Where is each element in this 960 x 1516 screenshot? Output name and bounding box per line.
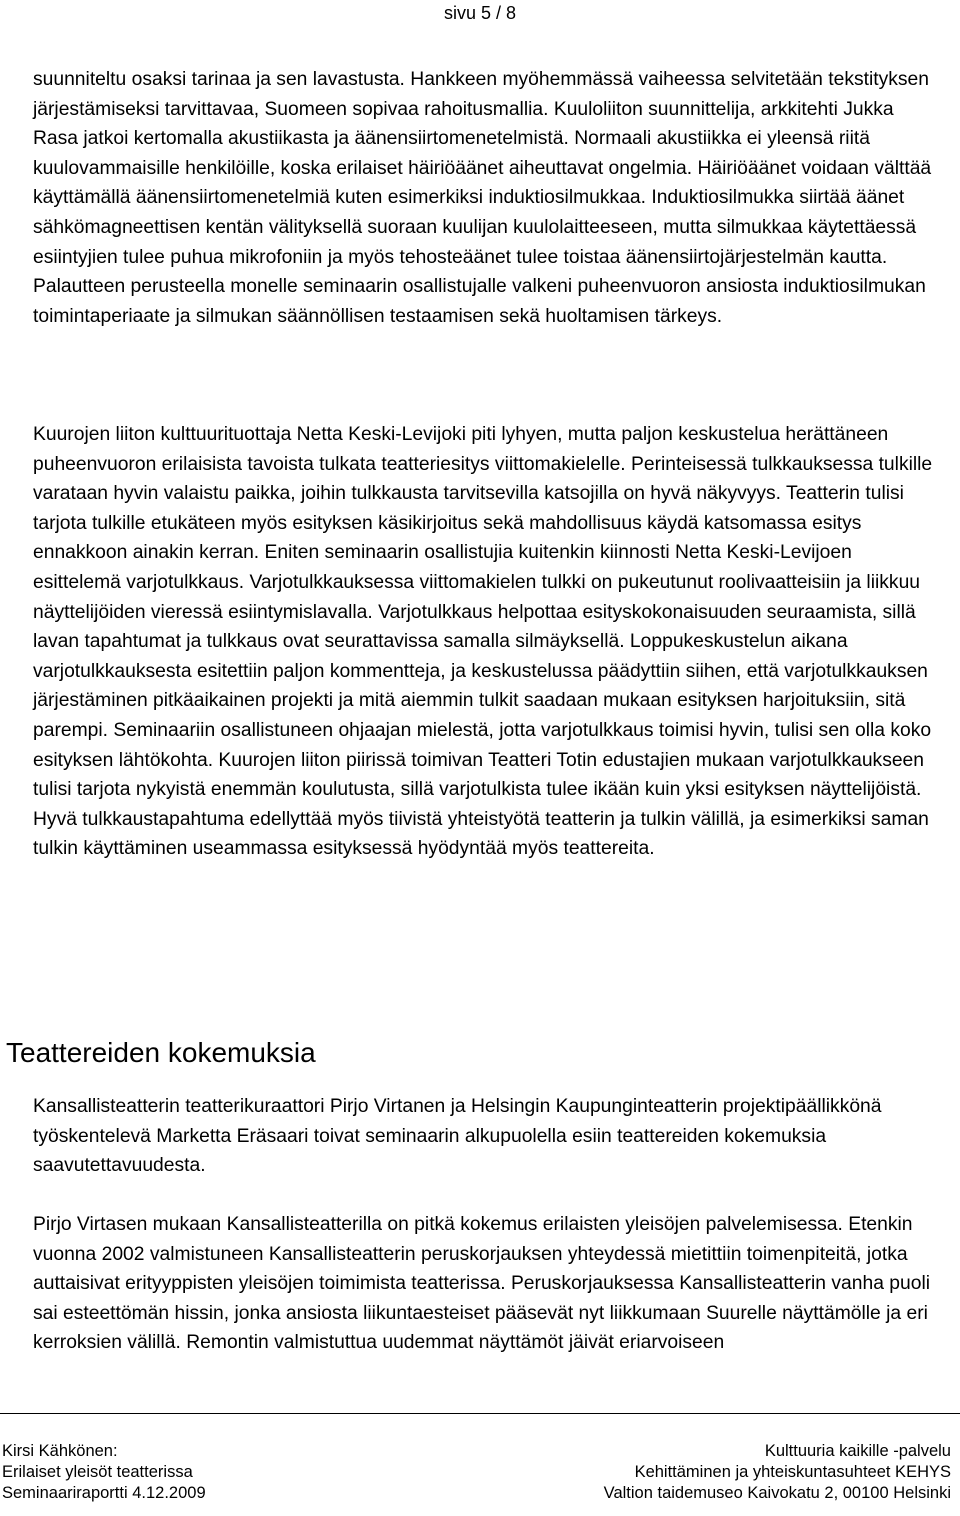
footer-unit: Kehittäminen ja yhteiskuntasuhteet KEHYS: [634, 1463, 951, 1481]
footer-address: Valtion taidemuseo Kaivokatu 2, 00100 Helsinki: [603, 1484, 951, 1502]
page-number: sivu 5 / 8: [443, 3, 516, 23]
paragraph-national-theatre: Pirjo Virtasen mukaan Kansallisteatterilla on pitkä kokemus erilaisten yleisöjen palvelemisessa. Etenkin vuonna 2002 valmistuneen Kansallisteatterin peruskorjauksen yhteydessä mietittiin toimenpiteitä, jotka auttaisivat erityyppisten yleisöjen toimimista teatterissa. Peruskorjauksessa Kansallisteatterin vanha puoli sai esteettömän hissin, jonka ansiosta liikuntaesteiset pääsevät nyt liikkumaan Suurelle näyttämölle ja eri kerroksien välillä. Remontin valmistuttua uudemmat näyttämöt jäivät eriarvoiseen: [33, 1214, 931, 1354]
footer-author: Kirsi Kähkönen:: [2, 1442, 118, 1460]
paragraph-sign-language: Kuurojen liiton kulttuurituottaja Netta Keski-Levijoki piti lyhyen, mutta paljon keskustelua herättäneen puheenvuoron erilaisista tavoista tulkata teatteriesitys viittomakielelle. Perinteisessä tulkkauksessa tulkille varataan hyvin valaistu paikka, joihin tulkkausta tarvitsevilla katsojilla on hyvä näkyvyys. Teatterin tulisi tarjota tulkille etukäteen myös esityksen käsikirjoitus sekä mahdollisuus käydä katsomassa esitys ennakkoon ainakin kerran. Eniten seminaarin osallistujia kuitenkin kiinnosti Netta Keski-Levijoen esittelemä varjotulkkaus. Varjotulkkauksessa viittomakielen tulkki on pukeutunut roolivaatteisiin ja liikkuu näyttelijöiden vieressä esiintymislavalla. Varjotulkkaus helpottaa esityskokonaisuuden seuraamista, sillä lavan tapahtumat ja tulkkaus ovat seurattavissa samalla silmäyksellä. Loppukeskustelun aikana varjotulkkauksesta esitettiin paljon kommentteja, ja keskustelussa päädyttiin siihen, että varjotulkkauksen järjestäminen pitkäaikainen projekti ja mitä aiemmin tulkit saadaan mukaan esityksen harjoituksiin, sitä parempi. Seminaariin osallistuneen ohjaajan mielestä, jotta varjotulkkaus toimisi hyvin, tulisi sen olla koko esityksen lähtökohta. Kuurojen liiton piirissä toimivan Teatteri Totin edustajien mukaan varjotulkkaukseen tulisi tarjota nykyistä enemmän koulutusta, sillä varjotulkista tulee ikään kuin yksi esityksen näyttelijöistä. Hyvä tulkkaustapahtuma edellyttää myös tiivistä yhteistyötä teatterin ja tulkin välillä, ja esimerkiksi saman tulkin käyttäminen useammassa esityksessä hyödyntää myös teattereita.: [33, 424, 933, 860]
section-heading: Teattereiden kokemuksia: [6, 1037, 316, 1068]
footer-report: Seminaariraportti 4.12.2009: [2, 1484, 206, 1502]
paragraph-theatre-experiences: Kansallisteatterin teatterikuraattori Pirjo Virtanen ja Helsingin Kaupunginteatterin projektipäällikkönä työskentelevä Marketta Eräsaari toivat seminaarin alkupuolella esiin teattereiden kokemuksia saavutettavuudesta.: [33, 1096, 882, 1177]
footer-divider: [0, 1413, 960, 1414]
footer-left: [2, 1441, 206, 1504]
footer-project: Kulttuuria kaikille -palvelu: [764, 1442, 951, 1460]
paragraph-acoustics: suunniteltu osaksi tarinaa ja sen lavastusta. Hankkeen myöhemmässä vaiheessa selvitetään tekstityksen järjestämiseksi tarvittavaa, Suomeen sopivaa rahoitusmallia. Kuuloliiton suunnittelija, arkkitehti Jukka Rasa jatkoi kertomalla akustiikasta ja äänensiirtomenetelmistä. Normaali akustiikka ei yleensä riitä kuulovammaisille henkilöille, koska erilaiset häiriöäänet aiheuttavat ongelmia. Häiriöäänet voidaan välttää käyttämällä äänensiirtomenetelmiä kuten esimerkiksi induktiosilmukkaa. Induktiosilmukka siirtää äänet sähkömagneettisen kentän välityksellä suoraan kuulijan kuulolaitteeseen, mutta silmukkaa käytettäessä esiintyjien tulee puhua mikrofoniin ja myös tehosteäänet tulee toistaa äänensiirtojärjestelmän kautta. Palautteen perusteella monelle seminaarin osallistujalle valkeni puheenvuoron ansiosta induktiosilmukan toimintaperiaate ja silmukan säännöllisen testaamisen sekä huoltamisen tärkeys.: [33, 69, 932, 327]
footer-title: Erilaiset yleisöt teatterissa: [2, 1463, 193, 1481]
footer-right: [604, 1441, 951, 1504]
